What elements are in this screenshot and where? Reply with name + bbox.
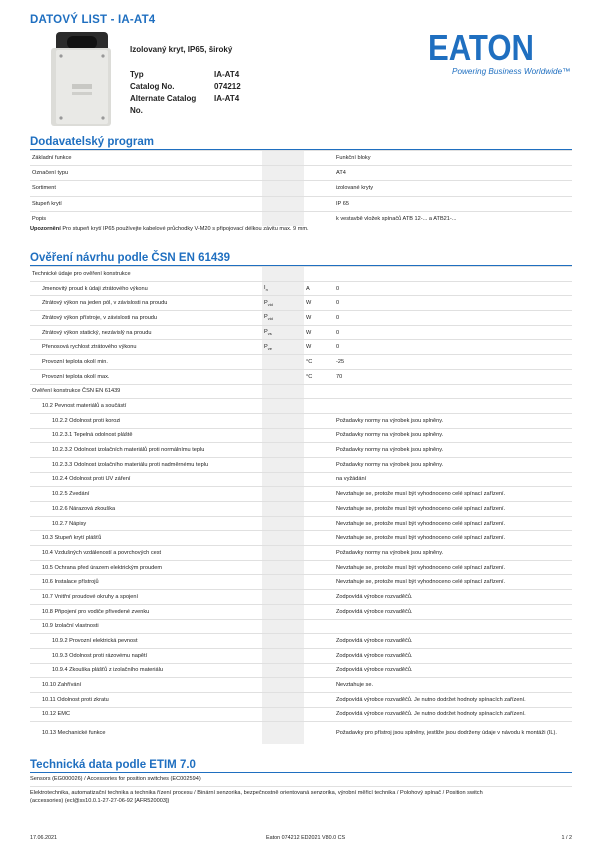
verification-row-label: Ztrátový výkon statický, nezávislý na proudu bbox=[30, 325, 262, 340]
verification-row-symbol bbox=[262, 457, 304, 472]
verification-row-symbol bbox=[262, 311, 304, 326]
verification-row-unit bbox=[304, 443, 334, 458]
verification-row bbox=[30, 281, 572, 296]
verification-row bbox=[30, 413, 572, 428]
verification-row-value bbox=[334, 619, 572, 634]
symbol-subscript: vid bbox=[267, 301, 273, 307]
verification-row-unit bbox=[304, 692, 334, 707]
verification-row-unit: °C bbox=[304, 355, 334, 370]
verification-row bbox=[30, 619, 572, 634]
verification-row bbox=[30, 575, 572, 590]
product-image bbox=[48, 30, 114, 128]
verification-row-value: 0 bbox=[334, 281, 572, 296]
verification-row-unit bbox=[304, 707, 334, 722]
verification-row-value: Nevztahuje se, protože musí být vyhodnoceno celé spínací zařízení. bbox=[334, 502, 572, 517]
id-value-type: IA-AT4 bbox=[214, 70, 240, 79]
verification-row-label: 10.2.2 Odolnost proti korozi bbox=[30, 413, 262, 428]
verification-row bbox=[30, 399, 572, 414]
etim-section-title: Technická data podle ETIM 7.0 bbox=[30, 759, 196, 771]
verification-row-unit bbox=[304, 560, 334, 575]
verification-row-symbol bbox=[262, 678, 304, 693]
verification-row bbox=[30, 516, 572, 531]
verification-row-unit: W bbox=[304, 311, 334, 326]
verification-row-value: Zodpovídá výrobce rozvaděčů. Je nutno dodržet hodnoty spínacích zařízení. bbox=[334, 707, 572, 722]
etim-description: Elektrotechnika, automatizační technika a technika řízení procesu / Binární senzorika, bezpečnostně orientovaná senzorika, výrobní měřicí technika / Polohový spínač / Position switch bbox=[30, 790, 483, 796]
verification-row-value: Požadavky normy na výrobek jsou splněny. bbox=[334, 428, 572, 443]
verification-row-label: 10.6 Instalace přístrojů bbox=[30, 575, 262, 590]
verification-row-value: 0 bbox=[334, 311, 572, 326]
verification-row-unit: A bbox=[304, 281, 334, 296]
verification-row bbox=[30, 678, 572, 693]
verification-row-label: 10.4 Vzdušných vzdáleností a povrchových cest bbox=[30, 546, 262, 561]
verification-row-unit bbox=[304, 634, 334, 649]
verification-row-value: Zodpovídá výrobce rozvaděčů. bbox=[334, 634, 572, 649]
footer-page-number: 1 / 2 bbox=[561, 835, 572, 841]
verification-row-unit bbox=[304, 516, 334, 531]
verification-row-symbol bbox=[262, 722, 304, 744]
verification-row bbox=[30, 502, 572, 517]
supplier-row-symbol bbox=[262, 196, 304, 211]
verification-row-unit bbox=[304, 663, 334, 678]
verification-row-unit bbox=[304, 531, 334, 546]
verification-row-label: 10.2.3.1 Tepelná odolnost pláště bbox=[30, 428, 262, 443]
verification-row-label: Ztrátový výkon přístroje, v závislosti na proudu bbox=[30, 311, 262, 326]
verification-row bbox=[30, 722, 572, 744]
verification-row-label: 10.9.3 Odolnost proti rázovému napětí bbox=[30, 648, 262, 663]
verification-row-value: Zodpovídá výrobce rozvaděčů. Je nutno dodržet hodnoty spínacích zařízení. bbox=[334, 692, 572, 707]
verification-row-label: Ztrátový výkon na jeden pól, v závislosti na proudu bbox=[30, 296, 262, 311]
verification-row-unit bbox=[304, 546, 334, 561]
verification-row-unit bbox=[304, 678, 334, 693]
supplier-row-unit bbox=[304, 166, 334, 181]
verification-row-unit bbox=[304, 590, 334, 605]
verification-row-unit: W bbox=[304, 296, 334, 311]
verification-row-value: Nevztahuje se, protože musí být vyhodnoceno celé spínací zařízení. bbox=[334, 516, 572, 531]
verification-row bbox=[30, 546, 572, 561]
id-label-catalog: Catalog No. bbox=[130, 82, 175, 91]
verification-row-label: 10.2.3.3 Odolnost izolačního materiálu proti nadměrnému teplu bbox=[30, 457, 262, 472]
verification-row-symbol bbox=[262, 355, 304, 370]
verification-row-unit bbox=[304, 457, 334, 472]
verification-row bbox=[30, 560, 572, 575]
verification-row bbox=[30, 267, 572, 282]
supplier-table bbox=[30, 150, 572, 226]
id-label-alt-catalog: Alternate Catalog bbox=[130, 94, 197, 103]
symbol-subscript: ve bbox=[267, 345, 272, 351]
symbol-letter: P bbox=[264, 299, 268, 306]
verification-row-symbol bbox=[262, 413, 304, 428]
product-description: Izolovaný kryt, IP65, široký bbox=[130, 45, 233, 54]
verification-row-label: Provozní teplota okolí max. bbox=[30, 369, 262, 384]
supplier-row bbox=[30, 151, 572, 166]
verification-row-unit: °C bbox=[304, 369, 334, 384]
verification-row-label: 10.7 Vnitřní proudové okruhy a spojení bbox=[30, 590, 262, 605]
verification-row-value: Požadavky pro přístroj jsou splněny, jestliže jsou dodrženy údaje v návodu k montáži (IL). bbox=[334, 722, 572, 744]
verification-row bbox=[30, 487, 572, 502]
id-value-catalog: 074212 bbox=[214, 82, 241, 91]
verification-row-symbol bbox=[262, 546, 304, 561]
verification-row-value: Zodpovídá výrobce rozvaděčů. bbox=[334, 648, 572, 663]
verification-row-label: 10.5 Ochrana před úrazem elektrickým proudem bbox=[30, 560, 262, 575]
verification-row-label: 10.11 Odolnost proti zkratu bbox=[30, 692, 262, 707]
verification-row-value: 0 bbox=[334, 296, 572, 311]
verification-row-value: Zodpovídá výrobce rozvaděčů. bbox=[334, 590, 572, 605]
verification-row-unit bbox=[304, 648, 334, 663]
supplier-row bbox=[30, 196, 572, 211]
verification-row-value: Nevztahuje se, protože musí být vyhodnoceno celé spínací zařízení. bbox=[334, 560, 572, 575]
id-value-alt-catalog: IA-AT4 bbox=[214, 94, 240, 103]
verification-row-value: -25 bbox=[334, 355, 572, 370]
verification-row-symbol bbox=[262, 281, 304, 296]
verification-row-label: 10.2.3.2 Odolnost izolačních materiálů proti normálnímu teplu bbox=[30, 443, 262, 458]
verification-row-symbol bbox=[262, 399, 304, 414]
verification-row-value bbox=[334, 399, 572, 414]
etim-row-divider bbox=[30, 786, 572, 787]
verification-row-label: 10.8 Připojení pro vodiče přivedené zvenku bbox=[30, 604, 262, 619]
verification-row-unit bbox=[304, 267, 334, 282]
verification-row-label: 10.9.2 Provozní elektrická pevnost bbox=[30, 634, 262, 649]
verification-row-symbol bbox=[262, 604, 304, 619]
verification-row bbox=[30, 692, 572, 707]
supplier-row-value: IP 65 bbox=[334, 196, 572, 211]
verification-row-symbol bbox=[262, 340, 304, 355]
footer-date: 17.06.2021 bbox=[30, 835, 57, 841]
verification-row-value: 0 bbox=[334, 325, 572, 340]
verification-row-symbol bbox=[262, 531, 304, 546]
verification-row bbox=[30, 604, 572, 619]
verification-row bbox=[30, 384, 572, 399]
symbol-letter: I bbox=[264, 284, 266, 291]
verification-row-value: Požadavky normy na výrobek jsou splněny. bbox=[334, 443, 572, 458]
verification-row-symbol bbox=[262, 707, 304, 722]
symbol-letter: P bbox=[264, 314, 268, 321]
etim-divider bbox=[30, 772, 572, 773]
verification-row-value: 0 bbox=[334, 340, 572, 355]
symbol-subscript: vid bbox=[267, 316, 273, 322]
verification-row-symbol bbox=[262, 428, 304, 443]
verification-row-unit bbox=[304, 413, 334, 428]
verification-row-symbol bbox=[262, 619, 304, 634]
verification-row-symbol bbox=[262, 296, 304, 311]
verification-row-unit: W bbox=[304, 340, 334, 355]
verification-row-symbol bbox=[262, 443, 304, 458]
verification-row-value: na vyžádání bbox=[334, 472, 572, 487]
verification-row-label: Jmenovitý proud k údaji ztrátového výkonu bbox=[30, 281, 262, 296]
verification-row-label: 10.9.4 Zkouška plášťů z izolačního materiálu bbox=[30, 663, 262, 678]
supplier-row-unit bbox=[304, 181, 334, 196]
verification-row-symbol bbox=[262, 384, 304, 399]
verification-row-value: Zodpovídá výrobce rozvaděčů. bbox=[334, 663, 572, 678]
verification-table bbox=[30, 266, 572, 744]
supplier-row-value: Funkční bloky bbox=[334, 151, 572, 166]
supplier-row-value: AT4 bbox=[334, 166, 572, 181]
verification-row-label: 10.9 Izolační vlastnosti bbox=[30, 619, 262, 634]
verification-row-label: 10.2.4 Odolnost proti UV záření bbox=[30, 472, 262, 487]
supplier-row-value: izolované kryty bbox=[334, 181, 572, 196]
verification-row bbox=[30, 663, 572, 678]
verification-row-unit bbox=[304, 487, 334, 502]
supplier-row-symbol bbox=[262, 181, 304, 196]
supplier-row-label: Základní funkce bbox=[30, 151, 262, 166]
verification-row-label: Provozní teplota okolí min. bbox=[30, 355, 262, 370]
verification-row-value: Nevztahuje se, protože musí být vyhodnoceno celé spínací zařízení. bbox=[334, 531, 572, 546]
etim-description-cont: (accessories) (ecl@ss10.0.1-27-27-06-92 [AFR520003]) bbox=[30, 798, 170, 804]
verification-row-label: 10.2 Pevnost materiálů a součástí bbox=[30, 399, 262, 414]
verification-row bbox=[30, 369, 572, 384]
verification-section-title: Ověření návrhu podle ČSN EN 61439 bbox=[30, 252, 231, 264]
verification-row-value: 70 bbox=[334, 369, 572, 384]
verification-row-symbol bbox=[262, 590, 304, 605]
supplier-row bbox=[30, 211, 572, 226]
supplier-row-symbol bbox=[262, 211, 304, 226]
verification-row bbox=[30, 648, 572, 663]
verification-row bbox=[30, 590, 572, 605]
verification-row-unit bbox=[304, 502, 334, 517]
id-label-type: Typ bbox=[130, 70, 144, 79]
id-label-alt-catalog-cont: No. bbox=[130, 106, 143, 115]
supplier-row-symbol bbox=[262, 166, 304, 181]
verification-row-unit bbox=[304, 604, 334, 619]
supplier-row-label: Označení typu bbox=[30, 166, 262, 181]
verification-row bbox=[30, 325, 572, 340]
supplier-row-label: Sortiment bbox=[30, 181, 262, 196]
page-title: DATOVÝ LIST - IA-AT4 bbox=[30, 14, 156, 26]
verification-row-symbol bbox=[262, 516, 304, 531]
verification-row-symbol bbox=[262, 663, 304, 678]
verification-row-value: Požadavky normy na výrobek jsou splněny. bbox=[334, 413, 572, 428]
supplier-row-unit bbox=[304, 151, 334, 166]
supplier-row-value: k vestavbě vložek spínačů ATB 12-... a ATB21-... bbox=[334, 211, 572, 226]
verification-row-value bbox=[334, 384, 572, 399]
verification-row-unit bbox=[304, 384, 334, 399]
etim-classification: Sensors (EG000026) / Accessories for position switches (EC002594) bbox=[30, 776, 201, 782]
verification-row bbox=[30, 340, 572, 355]
supplier-section-title: Dodavatelský program bbox=[30, 136, 154, 148]
verification-row-value: Nevztahuje se, protože musí být vyhodnoceno celé spínací zařízení. bbox=[334, 575, 572, 590]
supplier-row bbox=[30, 166, 572, 181]
verification-row-label: 10.13 Mechanické funkce bbox=[30, 722, 262, 744]
supplier-row-label: Popis bbox=[30, 211, 262, 226]
verification-row-label: Technické údaje pro ověření konstrukce bbox=[30, 267, 262, 282]
verification-row-unit bbox=[304, 575, 334, 590]
verification-row-symbol bbox=[262, 692, 304, 707]
verification-row-value: Nevztahuje se, protože musí být vyhodnoceno celé spínací zařízení. bbox=[334, 487, 572, 502]
verification-row-unit bbox=[304, 472, 334, 487]
symbol-subscript: n bbox=[265, 287, 268, 293]
verification-row bbox=[30, 355, 572, 370]
verification-row-unit bbox=[304, 428, 334, 443]
verification-row-symbol bbox=[262, 267, 304, 282]
verification-row-value bbox=[334, 267, 572, 282]
verification-row bbox=[30, 634, 572, 649]
note-text: Pro stupeň krytí IP65 používejte kabelové průchodky V-M20 s připojovací délkou závitu max. 9 mm. bbox=[62, 226, 309, 232]
verification-row bbox=[30, 472, 572, 487]
verification-row-value: Požadavky normy na výrobek jsou splněny. bbox=[334, 457, 572, 472]
verification-row-unit bbox=[304, 619, 334, 634]
verification-row-label: 10.2.6 Nárazová zkouška bbox=[30, 502, 262, 517]
verification-row bbox=[30, 707, 572, 722]
supplier-row-unit bbox=[304, 211, 334, 226]
verification-row-symbol bbox=[262, 575, 304, 590]
verification-row-label: 10.2.7 Nápisy bbox=[30, 516, 262, 531]
verification-row-unit bbox=[304, 399, 334, 414]
verification-row-unit: W bbox=[304, 325, 334, 340]
verification-row-symbol bbox=[262, 560, 304, 575]
supplier-row-symbol bbox=[262, 151, 304, 166]
supplier-note bbox=[30, 226, 309, 232]
symbol-subscript: vs bbox=[267, 331, 272, 337]
verification-row-label: Přenosová rychlost ztrátového výkonu bbox=[30, 340, 262, 355]
verification-row-value: Zodpovídá výrobce rozvaděčů. bbox=[334, 604, 572, 619]
verification-row-unit bbox=[304, 722, 334, 744]
verification-row-label: Ověření konstrukce ČSN EN 61439 bbox=[30, 384, 262, 399]
verification-row-symbol bbox=[262, 648, 304, 663]
verification-row-label: 10.2.5 Zvedání bbox=[30, 487, 262, 502]
verification-row bbox=[30, 457, 572, 472]
verification-row-symbol bbox=[262, 369, 304, 384]
verification-row bbox=[30, 443, 572, 458]
symbol-letter: P bbox=[264, 343, 268, 350]
verification-row-label: 10.10 Zahřívání bbox=[30, 678, 262, 693]
verification-row-label: 10.3 Stupeň krytí plášťů bbox=[30, 531, 262, 546]
tagline: Powering Business Worldwide™ bbox=[452, 67, 571, 76]
symbol-letter: P bbox=[264, 329, 268, 336]
verification-row-symbol bbox=[262, 487, 304, 502]
verification-row-symbol bbox=[262, 325, 304, 340]
supplier-row-unit bbox=[304, 196, 334, 211]
supplier-row bbox=[30, 181, 572, 196]
footer-doc-id: Eaton 074212 ED2021 V80.0 CS bbox=[266, 835, 346, 841]
verification-row-value: Požadavky normy na výrobek jsou splněny. bbox=[334, 546, 572, 561]
note-label: Upozornění bbox=[30, 226, 61, 232]
verification-row bbox=[30, 531, 572, 546]
verification-row-value: Nevztahuje se. bbox=[334, 678, 572, 693]
verification-row-symbol bbox=[262, 472, 304, 487]
supplier-row-label: Stupeň krytí bbox=[30, 196, 262, 211]
verification-row-label: 10.12 EMC bbox=[30, 707, 262, 722]
verification-row-symbol bbox=[262, 502, 304, 517]
svg-text:EATON: EATON bbox=[428, 30, 534, 68]
verification-row bbox=[30, 428, 572, 443]
verification-row bbox=[30, 311, 572, 326]
verification-row bbox=[30, 296, 572, 311]
verification-row-symbol bbox=[262, 634, 304, 649]
